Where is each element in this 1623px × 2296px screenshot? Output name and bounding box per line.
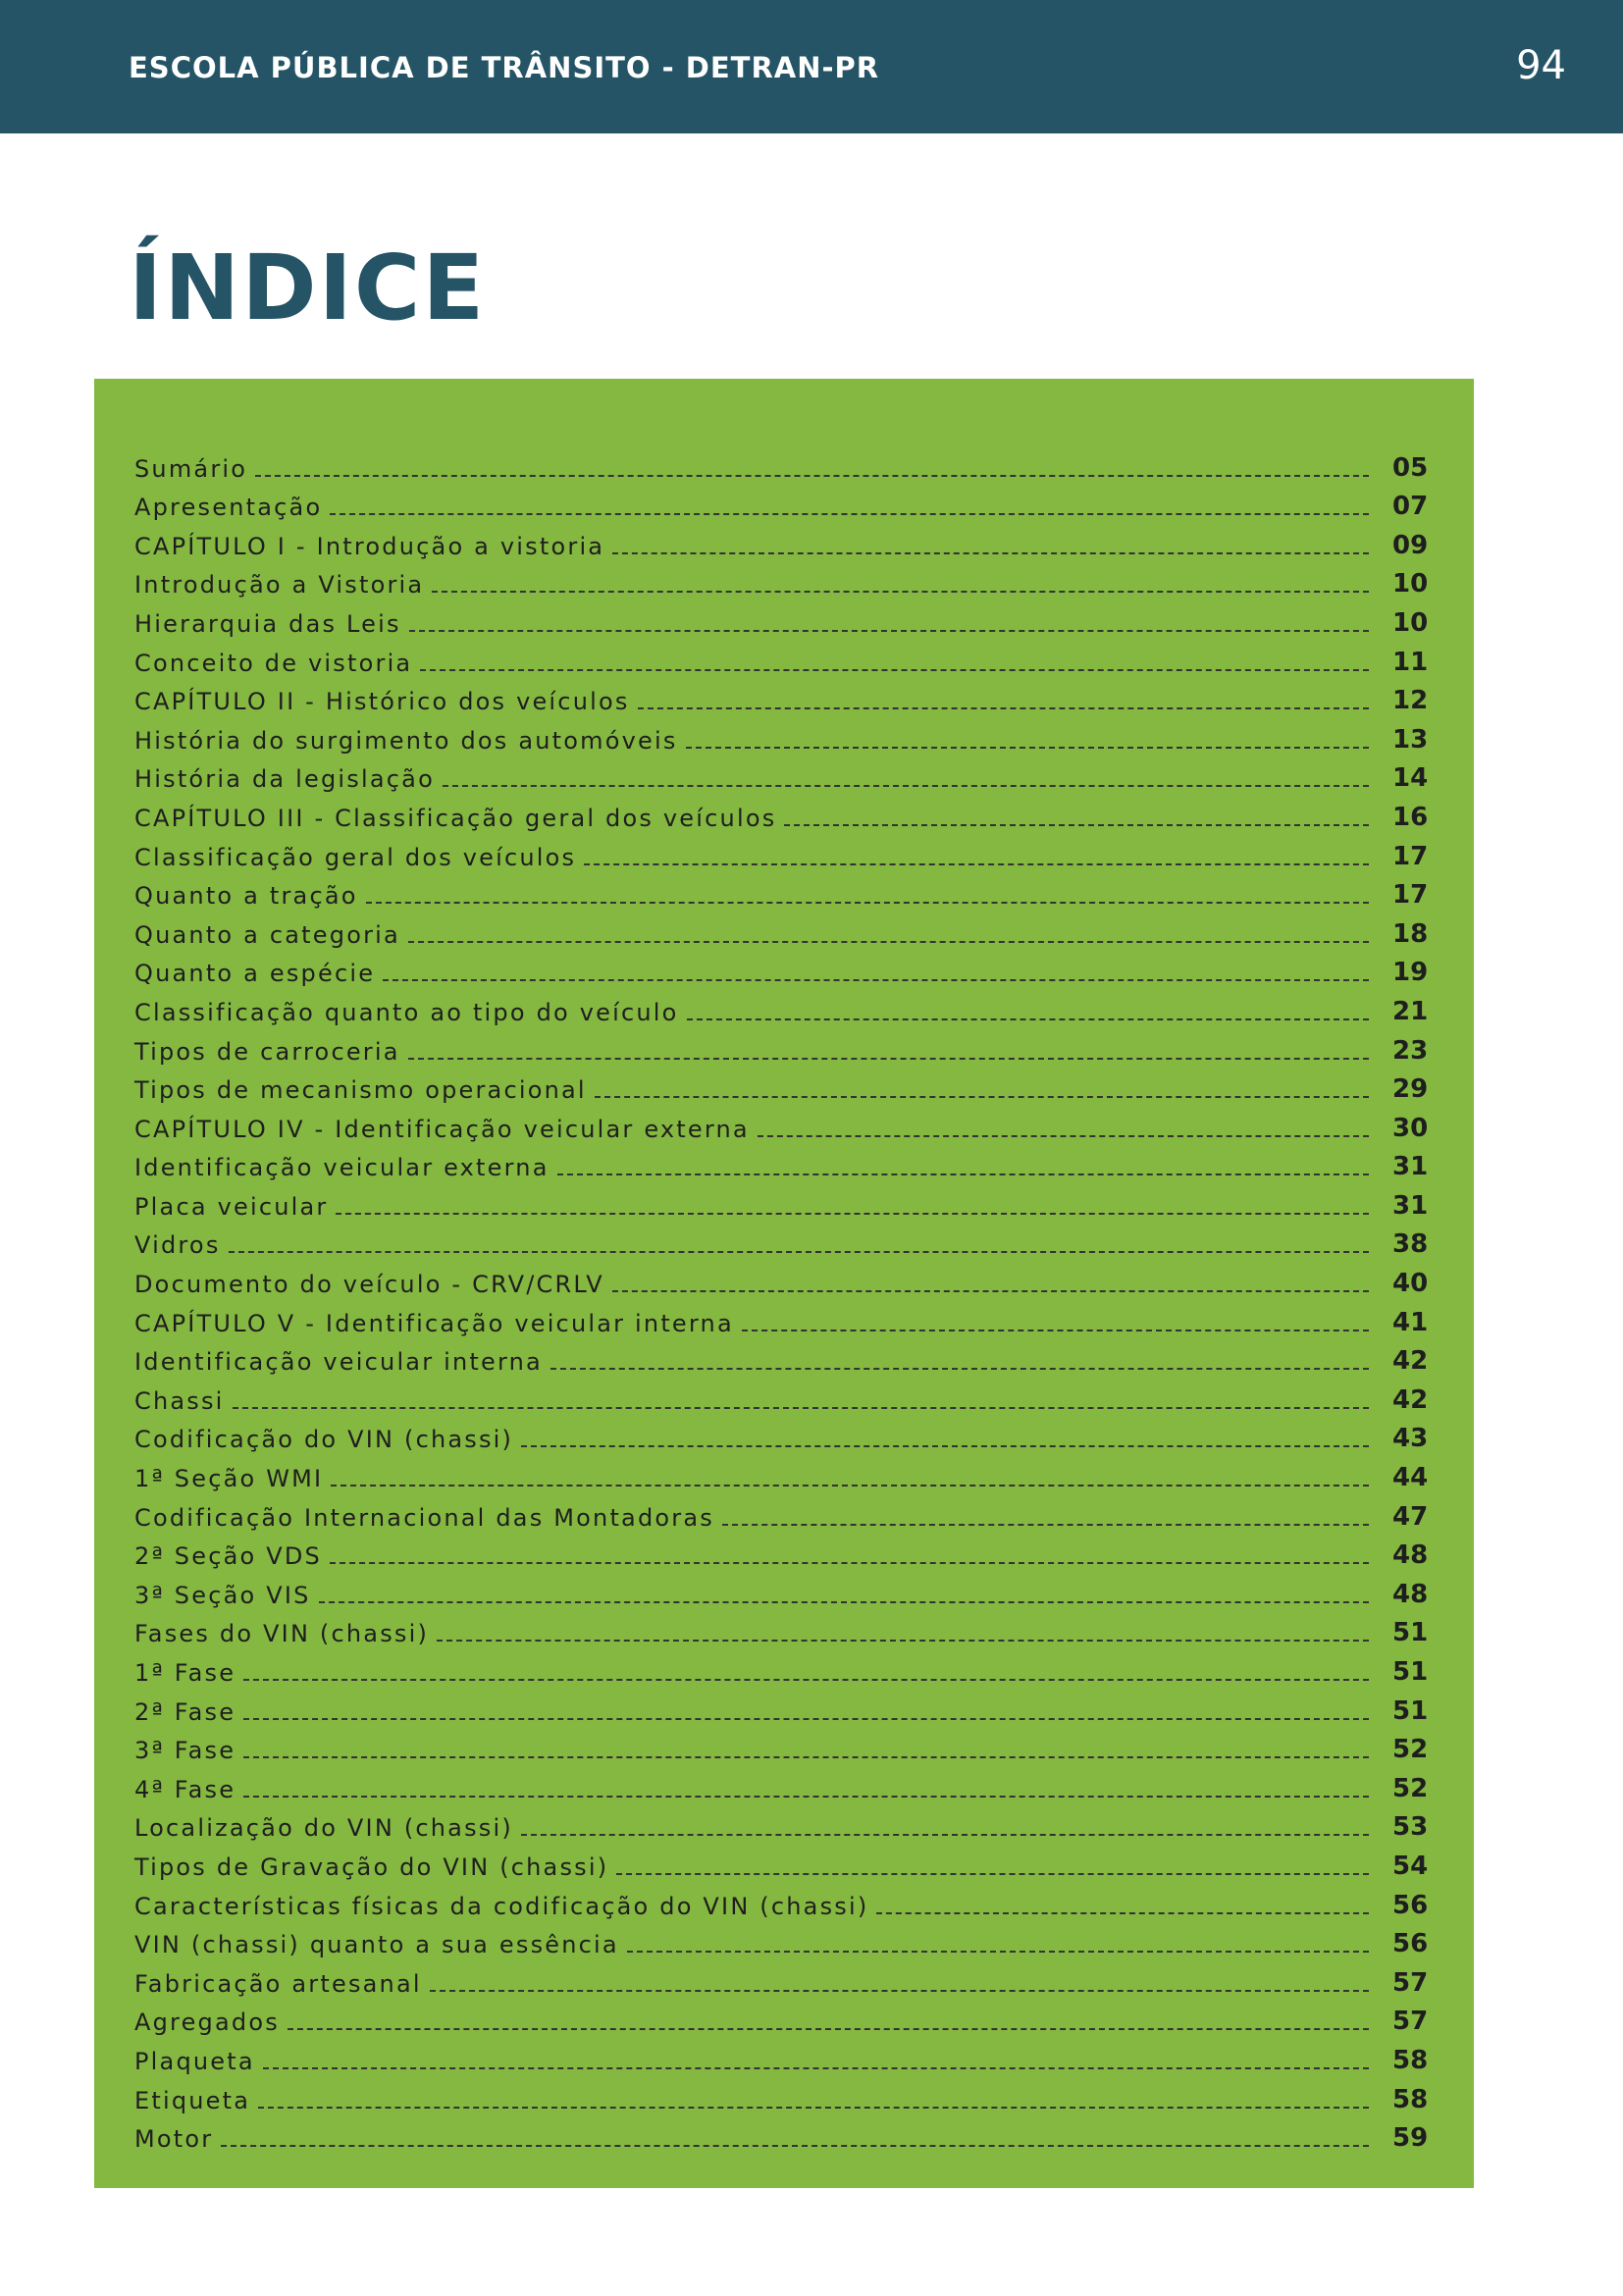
entry-page-number: 58 <box>1392 2084 1429 2114</box>
index-entry[interactable] <box>134 1415 1429 1454</box>
entry-label: Identificação veicular interna <box>134 1348 543 1377</box>
index-entry[interactable] <box>134 987 1429 1026</box>
entry-label: Hierarquia das Leis <box>134 609 401 638</box>
index-entry[interactable] <box>134 1687 1429 1726</box>
index-entry[interactable] <box>134 1842 1429 1881</box>
entry-label: Vidros <box>134 1231 221 1260</box>
entry-label: Quanto a tração <box>134 882 358 911</box>
index-entry[interactable] <box>134 1259 1429 1299</box>
leader-dashes <box>233 1407 1369 1409</box>
entry-label: Fases do VIN (chassi) <box>134 1620 430 1648</box>
entry-label: Introdução a Vistoria <box>134 571 425 600</box>
entry-page-number: 51 <box>1392 1696 1429 1726</box>
entry-label: Plaqueta <box>134 2047 255 2075</box>
entry-label: História da legislação <box>134 765 435 794</box>
entry-label: Placa veicular <box>134 1192 329 1221</box>
entry-page-number: 29 <box>1392 1074 1429 1105</box>
index-entry[interactable] <box>134 2075 1429 2114</box>
entry-page-number: 23 <box>1392 1035 1429 1066</box>
leader-dashes <box>243 1796 1369 1798</box>
entry-page-number: 48 <box>1392 1540 1429 1571</box>
leader-dashes <box>229 1251 1369 1253</box>
entry-page-number: 31 <box>1392 1190 1429 1221</box>
entry-page-number: 17 <box>1392 841 1429 871</box>
entry-label: Quanto a espécie <box>134 960 376 988</box>
index-entry[interactable] <box>134 1492 1429 1532</box>
leader-dashes <box>331 1485 1369 1487</box>
leader-dashes <box>420 669 1369 671</box>
leader-dashes <box>430 1990 1369 1992</box>
leader-dashes <box>263 2067 1369 2069</box>
leader-dashes <box>557 1174 1369 1175</box>
entry-label: Tipos de carroceria <box>134 1037 400 1066</box>
index-entry[interactable] <box>134 1221 1429 1260</box>
entry-page-number: 31 <box>1392 1152 1429 1182</box>
entry-page-number: 11 <box>1392 647 1429 677</box>
page-header <box>0 0 1623 133</box>
entry-page-number: 21 <box>1392 996 1429 1026</box>
entry-label: Características físicas da codificação do VIN (chassi) <box>134 1892 869 1920</box>
index-entry[interactable] <box>134 793 1429 832</box>
leader-dashes <box>383 979 1369 981</box>
leader-dashes <box>366 902 1369 904</box>
entry-label: Chassi <box>134 1386 225 1415</box>
entry-page-number: 12 <box>1392 686 1429 716</box>
leader-dashes <box>550 1368 1369 1370</box>
leader-dashes <box>221 2145 1369 2147</box>
index-entry[interactable] <box>134 521 1429 560</box>
entry-page-number: 30 <box>1392 1113 1429 1143</box>
leader-dashes <box>758 1135 1369 1137</box>
index-entry[interactable] <box>134 1104 1429 1143</box>
entry-label: Conceito de vistoria <box>134 649 413 677</box>
entry-label: Agregados <box>134 2009 280 2037</box>
index-entry[interactable] <box>134 1143 1429 1182</box>
entry-label: Identificação veicular externa <box>134 1154 550 1182</box>
leader-dashes <box>742 1330 1369 1331</box>
entry-page-number: 53 <box>1392 1812 1429 1843</box>
index-entry[interactable] <box>134 1298 1429 1337</box>
leader-dashes <box>612 552 1369 554</box>
leader-dashes <box>408 941 1369 943</box>
entry-page-number: 07 <box>1392 492 1429 522</box>
entry-page-number: 09 <box>1392 530 1429 560</box>
entry-page-number: 10 <box>1392 607 1429 638</box>
entry-label: Tipos de mecanismo operacional <box>134 1076 587 1105</box>
entry-label: Localização do VIN (chassi) <box>134 1814 513 1843</box>
entry-page-number: 51 <box>1392 1618 1429 1648</box>
leader-dashes <box>243 1679 1369 1681</box>
index-entry[interactable] <box>134 599 1429 638</box>
page-title: ÍNDICE <box>129 235 487 340</box>
index-entry[interactable] <box>134 444 1429 483</box>
leader-dashes <box>319 1601 1369 1603</box>
index-entry[interactable] <box>134 2036 1429 2075</box>
index-entry[interactable] <box>134 755 1429 794</box>
entry-label: Classificação quanto ao tipo do veículo <box>134 998 679 1026</box>
leader-dashes <box>595 1096 1369 1098</box>
entry-page-number: 57 <box>1392 1967 1429 1998</box>
index-entry[interactable] <box>134 1570 1429 1609</box>
leader-dashes <box>330 513 1369 515</box>
leader-dashes <box>409 630 1369 632</box>
index-entry[interactable] <box>134 560 1429 600</box>
leader-dashes <box>288 2028 1369 2030</box>
index-entry[interactable] <box>134 832 1429 871</box>
leader-dashes <box>336 1213 1369 1215</box>
entry-label: Etiqueta <box>134 2086 251 2114</box>
entry-label: 3ª Fase <box>134 1737 236 1765</box>
entry-page-number: 42 <box>1392 1346 1429 1377</box>
index-entry[interactable] <box>134 677 1429 716</box>
index-entry[interactable] <box>134 1532 1429 1571</box>
index-entry[interactable] <box>134 1998 1429 2037</box>
entry-label: 1ª Fase <box>134 1659 236 1687</box>
entry-label: Quanto a categoria <box>134 920 400 949</box>
index-entry[interactable] <box>134 871 1429 911</box>
entry-label: 2ª Seção VDS <box>134 1542 322 1571</box>
entry-page-number: 54 <box>1392 1851 1429 1881</box>
leader-dashes <box>876 1912 1369 1914</box>
index-entry[interactable] <box>134 1647 1429 1687</box>
index-entry[interactable] <box>134 1337 1429 1377</box>
entry-label: 2ª Fase <box>134 1697 236 1726</box>
entry-label: Sumário <box>134 454 248 483</box>
entry-label: 3ª Seção VIS <box>134 1581 311 1609</box>
entry-page-number: 59 <box>1392 2123 1429 2154</box>
leader-dashes <box>627 1951 1369 1953</box>
index-entry[interactable] <box>134 1764 1429 1803</box>
entry-page-number: 18 <box>1392 918 1429 949</box>
leader-dashes <box>443 785 1369 787</box>
leader-dashes <box>521 1834 1369 1836</box>
entry-label: Codificação do VIN (chassi) <box>134 1426 514 1454</box>
entry-label: Motor <box>134 2125 214 2154</box>
leader-dashes <box>616 1873 1369 1875</box>
leader-dashes <box>243 1756 1369 1758</box>
entry-page-number: 14 <box>1392 763 1429 794</box>
index-entry[interactable] <box>134 1181 1429 1221</box>
entry-page-number: 44 <box>1392 1463 1429 1493</box>
index-entry[interactable] <box>134 910 1429 949</box>
index-entry[interactable] <box>134 638 1429 677</box>
entry-label: CAPÍTULO III - Classificação geral dos veículos <box>134 804 777 832</box>
leader-dashes <box>722 1524 1369 1526</box>
index-entry[interactable] <box>134 1803 1429 1843</box>
leader-dashes <box>687 1018 1369 1020</box>
leader-dashes <box>612 1290 1369 1292</box>
entry-label: Apresentação <box>134 494 323 522</box>
entry-label: Tipos de Gravação do VIN (chassi) <box>134 1852 609 1881</box>
entry-page-number: 52 <box>1392 1735 1429 1765</box>
leader-dashes <box>686 747 1369 749</box>
leader-dashes <box>243 1718 1369 1720</box>
index-entry[interactable] <box>134 1609 1429 1648</box>
index-entry[interactable] <box>134 715 1429 755</box>
index-entry[interactable] <box>134 949 1429 988</box>
entry-page-number: 51 <box>1392 1657 1429 1687</box>
index-entry[interactable] <box>134 1453 1429 1493</box>
leader-dashes <box>638 707 1369 709</box>
entry-page-number: 58 <box>1392 2045 1429 2075</box>
index-entry[interactable] <box>134 2114 1429 2154</box>
entry-page-number: 05 <box>1392 452 1429 483</box>
entry-page-number: 56 <box>1392 1929 1429 1959</box>
leader-dashes <box>432 591 1369 593</box>
entry-label: 1ª Seção WMI <box>134 1465 324 1493</box>
entry-label: Documento do veículo - CRV/CRLV <box>134 1271 604 1299</box>
index-entry[interactable] <box>134 1376 1429 1415</box>
entry-page-number: 17 <box>1392 880 1429 911</box>
index-entry[interactable] <box>134 1920 1429 1959</box>
index-entry[interactable] <box>134 1026 1429 1066</box>
entry-page-number: 43 <box>1392 1424 1429 1454</box>
entry-page-number: 56 <box>1392 1890 1429 1920</box>
leader-dashes <box>521 1445 1369 1447</box>
index-entry[interactable] <box>134 483 1429 522</box>
entry-page-number: 57 <box>1392 2007 1429 2037</box>
leader-dashes <box>437 1640 1369 1642</box>
leader-dashes <box>584 863 1369 865</box>
entry-label: 4ª Fase <box>134 1775 236 1803</box>
leader-dashes <box>258 2107 1369 2109</box>
entry-label: Fabricação artesanal <box>134 1969 422 1998</box>
entry-page-number: 19 <box>1392 958 1429 988</box>
entry-page-number: 52 <box>1392 1773 1429 1803</box>
entry-label: CAPÍTULO II - Histórico dos veículos <box>134 688 630 716</box>
entry-page-number: 16 <box>1392 802 1429 832</box>
entry-page-number: 47 <box>1392 1501 1429 1532</box>
entry-page-number: 42 <box>1392 1384 1429 1415</box>
page-number: 94 <box>1516 43 1566 88</box>
entry-label: CAPÍTULO I - Introdução a vistoria <box>134 532 605 560</box>
entry-label: VIN (chassi) quanto a sua essência <box>134 1931 619 1959</box>
index-entry[interactable] <box>134 1958 1429 1998</box>
header-title: ESCOLA PÚBLICA DE TRÂNSITO - DETRAN-PR <box>129 51 880 84</box>
entry-label: Codificação Internacional das Montadoras <box>134 1503 714 1532</box>
entry-page-number: 10 <box>1392 569 1429 600</box>
entry-label: CAPÍTULO IV - Identificação veicular externa <box>134 1115 750 1143</box>
index-entry[interactable] <box>134 1726 1429 1765</box>
entry-page-number: 48 <box>1392 1579 1429 1609</box>
leader-dashes <box>255 475 1369 477</box>
entry-page-number: 13 <box>1392 724 1429 755</box>
leader-dashes <box>330 1562 1369 1564</box>
entry-page-number: 41 <box>1392 1307 1429 1337</box>
leader-dashes <box>408 1058 1369 1060</box>
entry-label: História do surgimento dos automóveis <box>134 726 678 755</box>
entry-page-number: 38 <box>1392 1229 1429 1260</box>
index-entry[interactable] <box>134 1066 1429 1105</box>
entry-label: Classificação geral dos veículos <box>134 843 577 871</box>
entry-label: CAPÍTULO V - Identificação veicular interna <box>134 1309 734 1337</box>
index-entry[interactable] <box>134 1881 1429 1920</box>
index-list <box>134 444 1429 2154</box>
entry-page-number: 40 <box>1392 1269 1429 1299</box>
leader-dashes <box>784 824 1369 826</box>
